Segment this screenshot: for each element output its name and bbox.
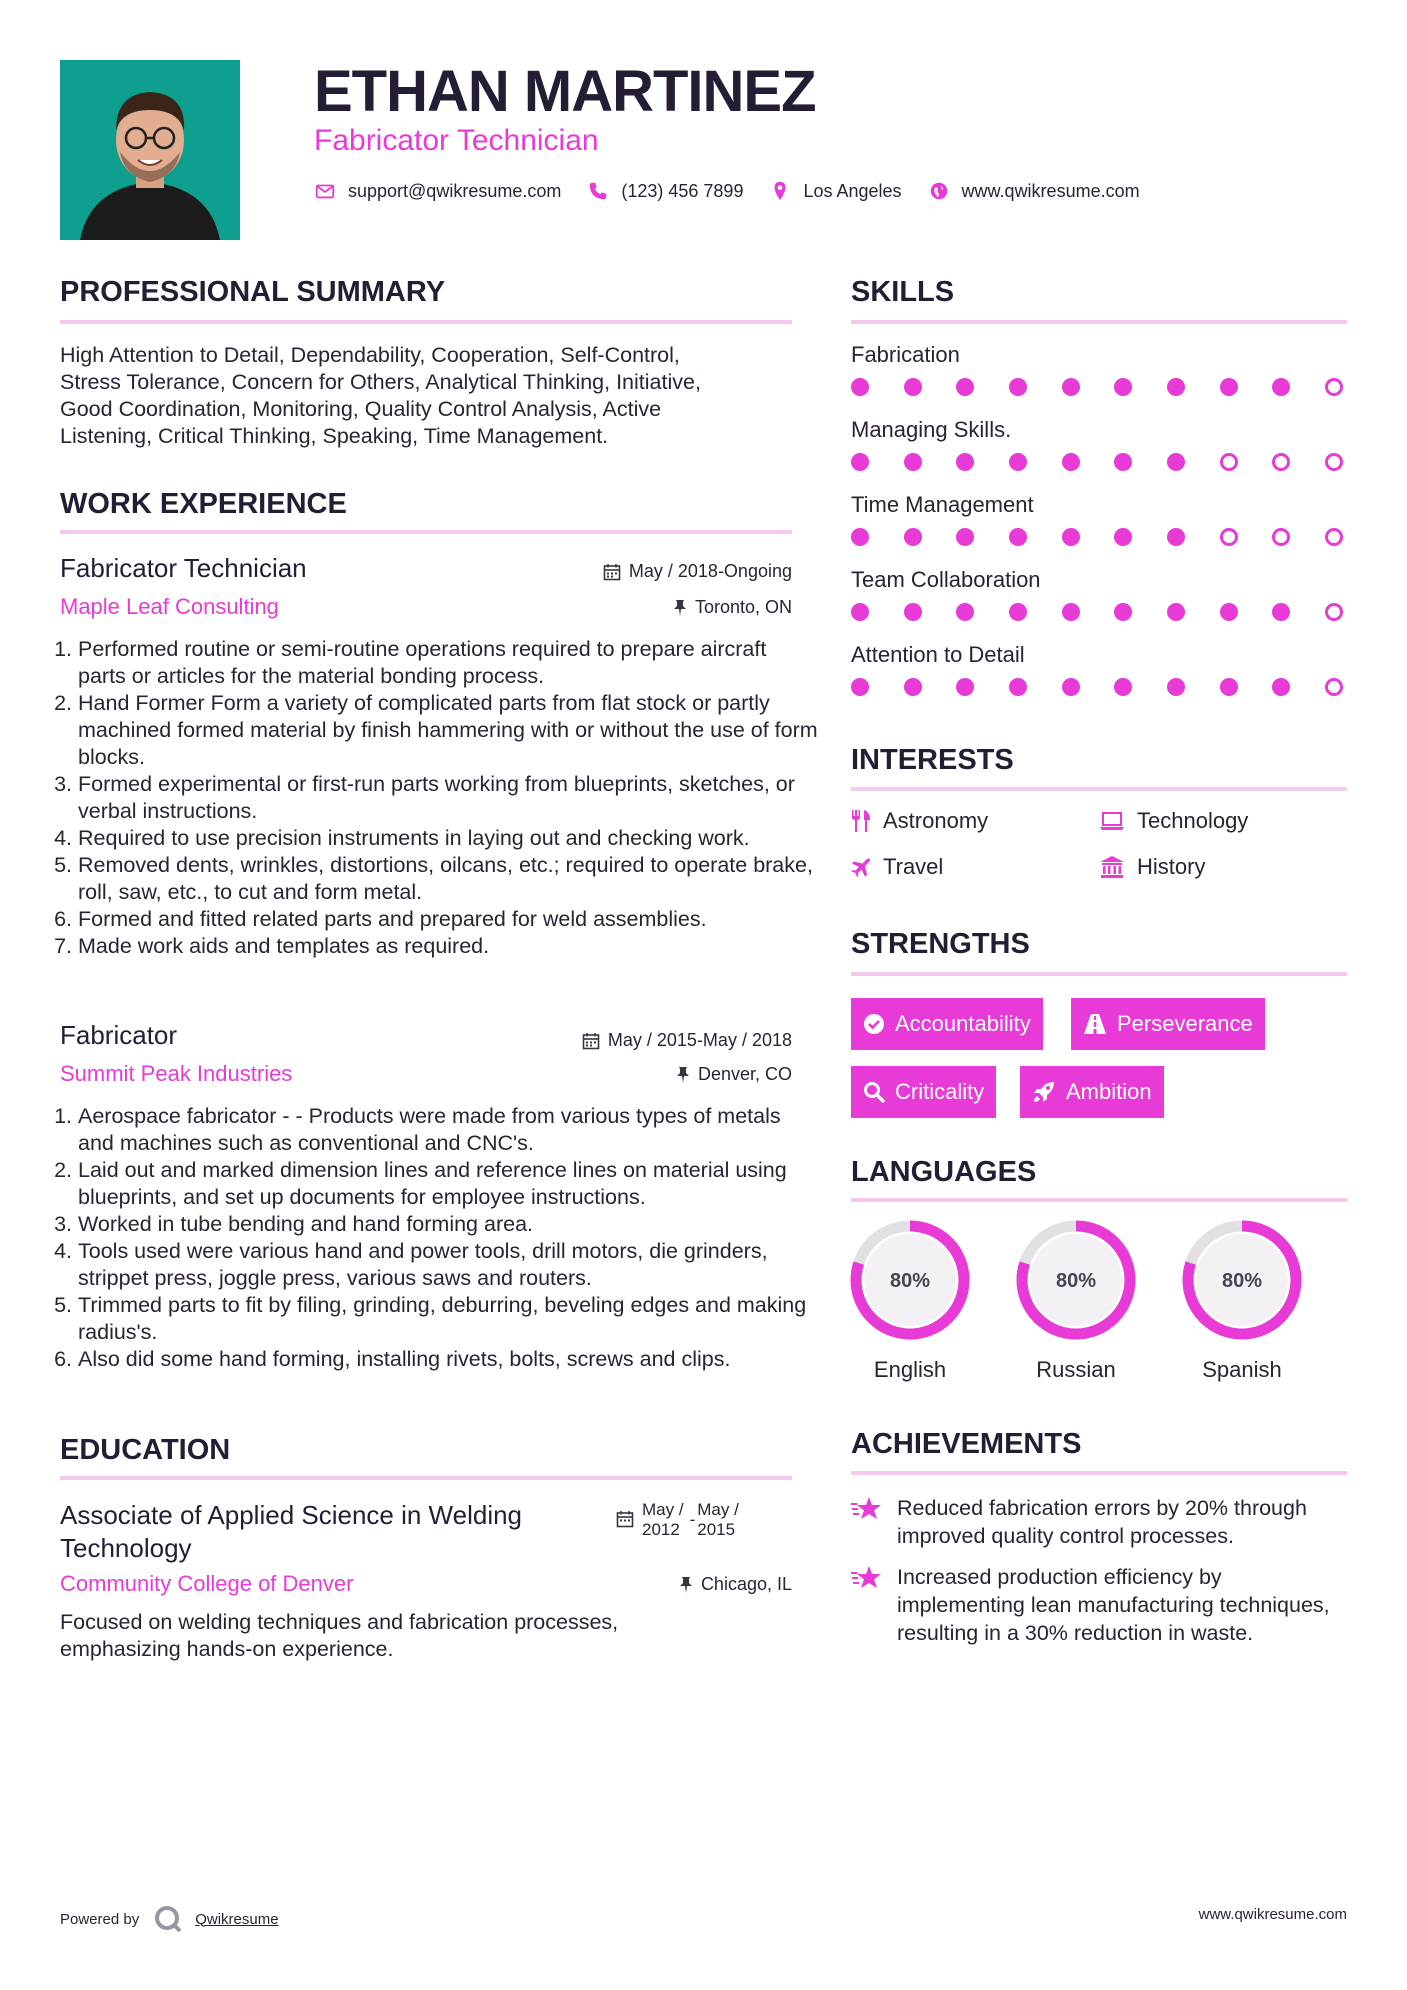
rating-dot-filled (1114, 678, 1132, 696)
rating-dot-empty (1272, 528, 1290, 546)
list-item: 4. Required to use precision instruments in laying out and checking work. (78, 825, 818, 852)
language-name: English (873, 1357, 947, 1382)
language-item (848, 1218, 972, 1383)
rating-dot-filled (1272, 603, 1290, 621)
rating-dot-filled (1062, 453, 1080, 471)
rocket-icon (1032, 1080, 1056, 1104)
rating-dot-empty (1325, 603, 1343, 621)
job-location-text: Toronto, ON (694, 597, 792, 617)
skill-row (851, 642, 1347, 717)
degree-title (60, 1499, 522, 1565)
skill-label: Attention to Detail (851, 642, 1025, 667)
job-location (420, 597, 792, 618)
achievements-divider (851, 1471, 1347, 1475)
summary-line: High Attention to Detail, Dependability, Cooperation, Self-Control, (60, 343, 680, 367)
skill-rating (851, 453, 1343, 471)
rating-dot-filled (1114, 603, 1132, 621)
language-progress-ring (1014, 1218, 1138, 1342)
calendar-icon (603, 563, 621, 581)
education-desc-line: Focused on welding techniques and fabrication processes, (60, 1610, 619, 1634)
skill-rating (851, 678, 1343, 696)
job-duties (58, 636, 818, 960)
job-date-text: May / 2015-May / 2018 (607, 1030, 792, 1050)
education-dates (616, 1500, 792, 1540)
footer-url[interactable]: www.qwikresume.com (1198, 1906, 1347, 1923)
education-start-month: May / (642, 1500, 684, 1519)
rating-dot-filled (851, 603, 869, 621)
rating-dot-filled (1220, 678, 1238, 696)
rating-dot-filled (1062, 528, 1080, 546)
rating-dot-filled (1114, 453, 1132, 471)
rating-dot-filled (904, 603, 922, 621)
skill-label: Team Collaboration (851, 567, 1041, 592)
skill-rating (851, 528, 1343, 546)
calendar-icon (616, 1510, 634, 1528)
school-name: Community College of Denver (60, 1571, 354, 1596)
degree-line: Technology (60, 1533, 192, 1563)
candidate-name: ETHAN MARTINEZ (314, 59, 816, 124)
degree-line: Associate of Applied Science in Welding (60, 1500, 523, 1530)
rating-dot-filled (1009, 678, 1027, 696)
interest-item (1099, 854, 1205, 880)
skill-label: Time Management (851, 492, 1034, 517)
rating-dot-empty (1325, 528, 1343, 546)
education-end-year: 2015 (697, 1520, 736, 1539)
rating-dot-filled (904, 378, 922, 396)
language-percent: 80% (1221, 1270, 1263, 1292)
rating-dot-filled (1220, 603, 1238, 621)
education-start (642, 1500, 684, 1540)
strength-label: Ambition (1066, 1079, 1152, 1104)
language-item (1014, 1218, 1138, 1383)
skill-row (851, 567, 1347, 642)
interest-item (1099, 808, 1248, 834)
skill-row (851, 342, 1347, 417)
rating-dot-filled (904, 528, 922, 546)
rating-dot-filled (1009, 378, 1027, 396)
education-start-year: 2012 (642, 1520, 680, 1539)
envelope-icon (314, 180, 336, 202)
rating-dot-filled (904, 453, 922, 471)
contact-bar (314, 178, 1166, 204)
rating-dot-filled (904, 678, 922, 696)
rating-dot-filled (1167, 603, 1185, 621)
education-description (60, 1609, 800, 1663)
star-icon (851, 1565, 883, 1591)
rating-dot-filled (956, 453, 974, 471)
languages-heading: LANGUAGES (851, 1156, 1037, 1188)
footer-brand-link[interactable]: Qwikresume (195, 1910, 279, 1928)
contact-phone[interactable]: (123) 456 7899 (621, 180, 744, 201)
star-icon (851, 1496, 883, 1522)
search-icon (863, 1081, 885, 1103)
interest-item (851, 854, 943, 880)
calendar-icon (582, 1032, 600, 1050)
list-item: 3. Worked in tube bending and hand forming area. (78, 1211, 818, 1238)
rating-dot-filled (1220, 378, 1238, 396)
strength-badge (851, 998, 1043, 1050)
rating-dot-filled (1114, 528, 1132, 546)
rating-dot-empty (1325, 378, 1343, 396)
language-percent: 80% (889, 1270, 931, 1292)
education-desc-line: emphasizing hands-on experience. (60, 1637, 394, 1661)
pushpin-icon (679, 1576, 693, 1594)
language-progress-ring (1180, 1218, 1304, 1342)
strength-label: Perseverance (1117, 1011, 1253, 1036)
footer-powered (60, 1904, 279, 1934)
strength-badge (1071, 998, 1265, 1050)
strength-badge (851, 1066, 996, 1118)
rating-dot-filled (851, 528, 869, 546)
phone-icon (587, 180, 609, 202)
skill-label: Managing Skills. (851, 417, 1012, 442)
contact-location: Los Angeles (803, 180, 902, 201)
rating-dot-filled (1272, 378, 1290, 396)
summary-heading: PROFESSIONAL SUMMARY (60, 276, 446, 308)
rating-dot-empty (1325, 678, 1343, 696)
candidate-title: Fabricator Technician (314, 124, 599, 157)
skill-rating (851, 603, 1343, 621)
achievement-item (851, 1494, 1347, 1550)
skills-list (851, 342, 1347, 717)
language-name: Russian (1036, 1357, 1116, 1382)
rating-dot-filled (1114, 378, 1132, 396)
summary-text (60, 342, 800, 450)
strengths-heading: STRENGTHS (851, 928, 1030, 960)
rating-dot-filled (851, 453, 869, 471)
interests-heading: INTERESTS (851, 744, 1014, 776)
list-item: 2. Laid out and marked dimension lines and reference lines on material using blueprints, and set up documents for employee instructions. (78, 1157, 818, 1211)
globe-icon (928, 180, 950, 202)
rating-dot-filled (956, 528, 974, 546)
education-location (420, 1574, 792, 1595)
skill-row (851, 417, 1347, 492)
rating-dot-empty (1325, 453, 1343, 471)
rating-dot-filled (1062, 603, 1080, 621)
education-end-month: May / (697, 1500, 739, 1519)
summary-divider (60, 320, 792, 324)
experience-divider (60, 530, 792, 534)
achievement-text: Reduced fabrication errors by 20% through improved quality control processes. (897, 1496, 1307, 1548)
skill-rating (851, 378, 1343, 396)
summary-line: Listening, Critical Thinking, Speaking, Time Management. (60, 424, 609, 448)
interest-label: History (1137, 854, 1206, 879)
rating-dot-filled (1167, 453, 1185, 471)
rating-dot-filled (1009, 528, 1027, 546)
road-icon (1083, 1013, 1107, 1035)
skills-heading: SKILLS (851, 276, 955, 308)
skill-row (851, 492, 1347, 567)
strength-label: Accountability (895, 1011, 1031, 1036)
list-item: 1. Performed routine or semi-routine operations required to prepare aircraft parts or articles for the material bonding process. (78, 636, 818, 690)
pushpin-icon (676, 1066, 690, 1084)
rating-dot-filled (851, 678, 869, 696)
check-circle-icon (863, 1013, 885, 1035)
rating-dot-filled (1062, 378, 1080, 396)
rating-dot-filled (956, 378, 974, 396)
summary-line: Stress Tolerance, Concern for Others, Analytical Thinking, Initiative, (60, 370, 701, 394)
education-end (697, 1500, 739, 1540)
museum-icon (1099, 855, 1125, 879)
rating-dot-filled (1167, 528, 1185, 546)
list-item: 1. Aerospace fabricator - - Products were made from various types of metals and machines such as conventional and CNC's. (78, 1103, 818, 1157)
laptop-icon (1099, 811, 1125, 831)
rating-dot-filled (956, 603, 974, 621)
summary-line: Good Coordination, Monitoring, Quality Control Analysis, Active (60, 397, 662, 421)
achievements-heading: ACHIEVEMENTS (851, 1428, 1082, 1460)
interests-divider (851, 787, 1347, 791)
languages-divider (851, 1198, 1347, 1202)
education-location-text: Chicago, IL (700, 1574, 792, 1594)
pushpin-icon (673, 599, 687, 617)
interest-item (851, 808, 988, 834)
rating-dot-empty (1272, 453, 1290, 471)
avatar (60, 60, 240, 240)
map-marker-icon (769, 180, 791, 202)
list-item: 7. Made work aids and templates as required. (78, 933, 818, 960)
strength-badge (1020, 1066, 1164, 1118)
list-item: 5. Removed dents, wrinkles, distortions, oilcans, etc.; required to operate brake, roll, saw, etc., to cut and form metal. (78, 852, 818, 906)
rating-dot-filled (1167, 678, 1185, 696)
skill-label: Fabrication (851, 342, 960, 367)
rating-dot-empty (1220, 528, 1238, 546)
education-date-separator: - (689, 1510, 696, 1529)
education-divider (60, 1476, 792, 1480)
languages-list (848, 1218, 1308, 1383)
list-item: 3. Formed experimental or first-run parts working from blueprints, sketches, or verbal instructions. (78, 771, 818, 825)
list-item: 2. Hand Former Form a variety of complicated parts from flat stock or partly machined formed material by finish hammering with or without the use of form blocks. (78, 690, 818, 771)
strengths-divider (851, 972, 1347, 976)
list-item: 6. Formed and fitted related parts and prepared for weld assemblies. (78, 906, 818, 933)
list-item: 6. Also did some hand forming, installing rivets, bolts, screws and clips. (78, 1346, 818, 1373)
rating-dot-filled (1009, 603, 1027, 621)
list-item: 4. Tools used were various hand and power tools, drill motors, die grinders, strippet press, joggle press, various saws and routers. (78, 1238, 818, 1292)
utensils-icon (851, 809, 871, 833)
job-company: Maple Leaf Consulting (60, 594, 279, 619)
job-date (420, 561, 792, 582)
powered-by-label: Powered by (60, 1910, 140, 1928)
contact-email[interactable]: support@qwikresume.com (348, 180, 562, 201)
language-name: Spanish (1202, 1357, 1282, 1382)
job-date-text: May / 2018-Ongoing (628, 561, 792, 581)
language-percent: 80% (1055, 1270, 1097, 1292)
interest-label: Astronomy (883, 808, 989, 833)
education-heading: EDUCATION (60, 1434, 231, 1466)
skills-divider (851, 320, 1347, 324)
rating-dot-filled (956, 678, 974, 696)
profile-photo (60, 60, 240, 240)
achievement-item (851, 1563, 1347, 1647)
rating-dot-filled (851, 378, 869, 396)
job-company: Summit Peak Industries (60, 1061, 293, 1086)
interest-label: Travel (883, 854, 944, 879)
language-progress-ring (848, 1218, 972, 1342)
job-location-text: Denver, CO (697, 1064, 792, 1084)
strength-label: Criticality (895, 1079, 985, 1104)
contact-website[interactable]: www.qwikresume.com (961, 180, 1140, 201)
rating-dot-empty (1220, 453, 1238, 471)
list-item: 5. Trimmed parts to fit by filing, grinding, deburring, beveling edges and making radius's. (78, 1292, 818, 1346)
job-location (420, 1064, 792, 1085)
experience-heading: WORK EXPERIENCE (60, 488, 347, 520)
job-duties (58, 1103, 818, 1373)
plane-icon (851, 857, 871, 877)
rating-dot-filled (1167, 378, 1185, 396)
language-item (1180, 1218, 1304, 1383)
interest-label: Technology (1137, 808, 1249, 833)
rating-dot-filled (1009, 453, 1027, 471)
job-date (420, 1030, 792, 1051)
achievement-text: Increased production efficiency by implementing lean manufacturing techniques, resulting in a 30% reduction in waste. (897, 1565, 1330, 1645)
rating-dot-filled (1272, 678, 1290, 696)
job-title: Fabricator (60, 1020, 178, 1050)
rating-dot-filled (1062, 678, 1080, 696)
qwikresume-logo-icon (153, 1904, 183, 1934)
job-title: Fabricator Technician (60, 553, 307, 583)
